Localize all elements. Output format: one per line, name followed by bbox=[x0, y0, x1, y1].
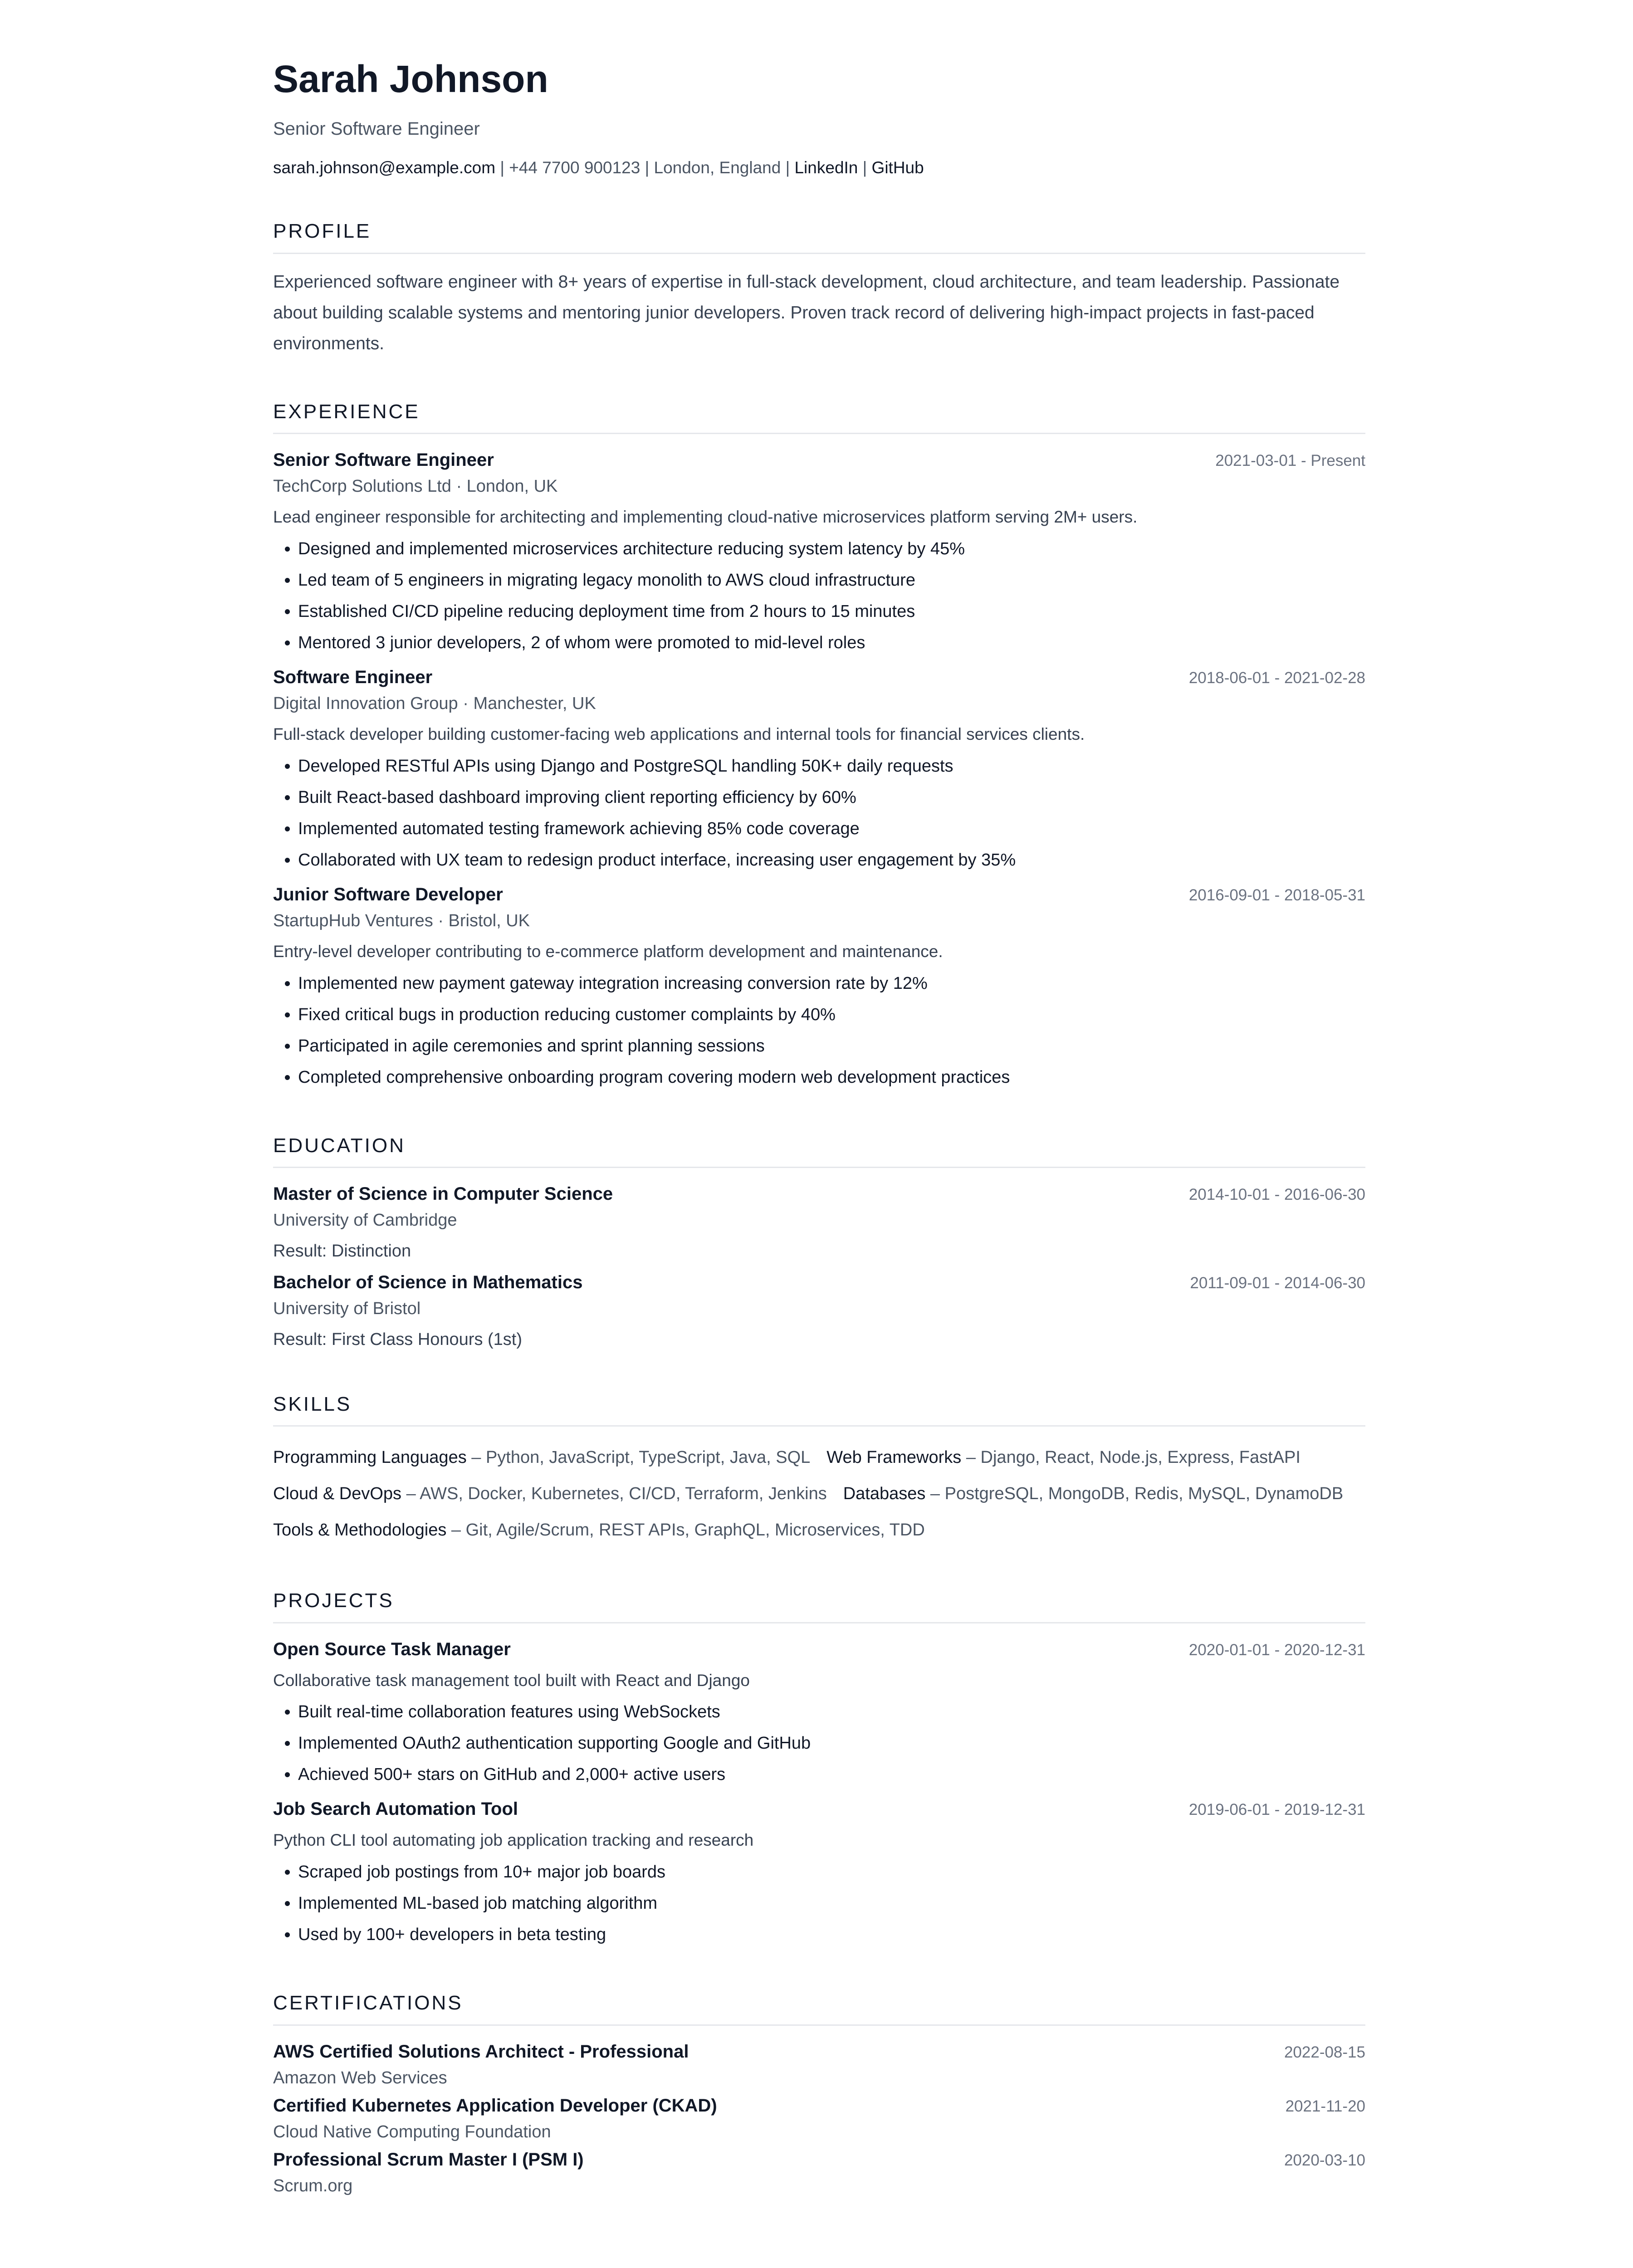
contact-separator: | bbox=[495, 158, 509, 177]
highlight-item: • Implemented ML-based job matching algorithm bbox=[298, 1888, 1365, 1919]
achievement-item: • Mentored 3 junior developers, 2 of whom were promoted to mid-level roles bbox=[298, 627, 1365, 659]
degree-title: Bachelor of Science in Mathematics bbox=[273, 1272, 583, 1292]
certification-date: 2021-11-20 bbox=[1285, 2097, 1365, 2115]
education-section bbox=[273, 1135, 1365, 1352]
skill-dash: – bbox=[961, 1448, 981, 1467]
degree-title: Master of Science in Computer Science bbox=[273, 1184, 613, 1204]
institution: University of Cambridge bbox=[273, 1211, 457, 1230]
contact-line bbox=[273, 157, 1365, 179]
skill-dash: – bbox=[446, 1520, 466, 1540]
degree-dates: 2014-10-01 - 2016-06-30 bbox=[1188, 1186, 1365, 1204]
section-heading: EXPERIENCE bbox=[273, 401, 1365, 434]
candidate-name: Sarah Johnson bbox=[273, 58, 548, 100]
achievement-item: • Implemented new payment gateway integration increasing conversion rate by 12% bbox=[298, 968, 1365, 999]
achievement-item: • Implemented automated testing framework achieving 85% code coverage bbox=[298, 813, 1365, 845]
skill-dash: – bbox=[401, 1484, 420, 1504]
skill-dash: – bbox=[925, 1484, 945, 1504]
project-highlights bbox=[273, 1696, 1365, 1790]
projects-section bbox=[273, 1590, 1365, 1950]
profile-summary: Experienced software engineer with 8+ years of expertise in full-stack development, cloud architecture, and team leadership. Passionate about building scalable systems and mentoring junior developers. Proven track record of delivering high-impact projects in fast-paced environments. bbox=[273, 272, 1340, 353]
achievement-list bbox=[273, 533, 1365, 659]
certification-date: 2020-03-10 bbox=[1284, 2151, 1365, 2169]
experience-entry bbox=[273, 447, 1365, 659]
project-description: Collaborative task management tool built with React and Django bbox=[273, 1671, 750, 1690]
achievement-item: • Collaborated with UX team to redesign product interface, increasing user engagement by 35% bbox=[298, 845, 1365, 876]
project-description: Python CLI tool automating job application tracking and research bbox=[273, 1831, 754, 1850]
achievement-item: • Participated in agile ceremonies and sprint planning sessions bbox=[298, 1031, 1365, 1062]
skills-section bbox=[273, 1393, 1365, 1548]
achievement-list bbox=[273, 968, 1365, 1093]
institution: University of Bristol bbox=[273, 1299, 421, 1318]
job-description: Lead engineer responsible for architecting and implementing cloud-native microservices platform serving 2M+ users. bbox=[273, 508, 1138, 527]
experience-section bbox=[273, 401, 1365, 1093]
project-dates: 2020-01-01 - 2020-12-31 bbox=[1188, 1641, 1365, 1659]
phone-number: +44 7700 900123 bbox=[509, 158, 640, 177]
achievement-item: • Completed comprehensive onboarding program covering modern web development practices bbox=[298, 1062, 1365, 1093]
section-heading: PROJECTS bbox=[273, 1590, 1365, 1623]
highlight-item: • Used by 100+ developers in beta testing bbox=[298, 1919, 1365, 1950]
certification-entry bbox=[273, 2038, 1365, 2091]
job-title: Software Engineer bbox=[273, 667, 433, 688]
skill-items: PostgreSQL, MongoDB, Redis, MySQL, DynamoDB bbox=[944, 1484, 1344, 1504]
highlight-item: • Scraped job postings from 10+ major job boards bbox=[298, 1857, 1365, 1888]
skill-dash: – bbox=[466, 1448, 486, 1467]
achievement-list bbox=[273, 751, 1365, 876]
job-dates: 2021-03-01 - Present bbox=[1215, 452, 1365, 470]
degree-result: Result: Distinction bbox=[273, 1242, 411, 1261]
skill-category: Tools & Methodologies bbox=[273, 1520, 447, 1540]
location: London, England bbox=[654, 158, 781, 177]
certification-entry bbox=[273, 2092, 1365, 2145]
skill-group bbox=[273, 1439, 810, 1476]
project-dates: 2019-06-01 - 2019-12-31 bbox=[1188, 1801, 1365, 1819]
certification-entry bbox=[273, 2146, 1365, 2199]
contact-separator: | bbox=[781, 158, 795, 177]
employer: StartupHub Ventures · Bristol, UK bbox=[273, 911, 530, 931]
skill-category: Cloud & DevOps bbox=[273, 1484, 402, 1504]
certification-issuer: Amazon Web Services bbox=[273, 2068, 447, 2087]
skill-items: Git, Agile/Scrum, REST APIs, GraphQL, Microservices, TDD bbox=[465, 1520, 925, 1540]
education-entry bbox=[273, 1269, 1365, 1352]
certification-title: Professional Scrum Master I (PSM I) bbox=[273, 2149, 584, 2170]
highlight-item: • Achieved 500+ stars on GitHub and 2,000+ active users bbox=[298, 1759, 1365, 1790]
project-title: Job Search Automation Tool bbox=[273, 1799, 518, 1819]
certification-issuer: Cloud Native Computing Foundation bbox=[273, 2122, 551, 2141]
certification-title: Certified Kubernetes Application Developer (CKAD) bbox=[273, 2095, 717, 2116]
skill-group bbox=[273, 1476, 827, 1512]
degree-result: Result: First Class Honours (1st) bbox=[273, 1330, 523, 1349]
project-highlights bbox=[273, 1857, 1365, 1950]
skill-group bbox=[826, 1439, 1301, 1476]
education-entry bbox=[273, 1181, 1365, 1263]
achievement-item: • Designed and implemented microservices architecture reducing system latency by 45% bbox=[298, 533, 1365, 565]
skill-items: Django, React, Node.js, Express, FastAPI bbox=[980, 1448, 1301, 1467]
section-heading: SKILLS bbox=[273, 1393, 1365, 1427]
job-description: Full-stack developer building customer-facing web applications and internal tools for financial services clients. bbox=[273, 725, 1085, 744]
skill-category: Web Frameworks bbox=[826, 1448, 962, 1467]
candidate-title: Senior Software Engineer bbox=[273, 119, 480, 139]
employer: TechCorp Solutions Ltd · London, UK bbox=[273, 477, 558, 496]
skill-group bbox=[843, 1476, 1344, 1512]
project-entry bbox=[273, 1636, 1365, 1791]
github-link[interactable]: GitHub bbox=[871, 158, 924, 177]
profile-section bbox=[273, 220, 1365, 359]
achievement-item: • Developed RESTful APIs using Django and PostgreSQL handling 50K+ daily requests bbox=[298, 751, 1365, 782]
achievement-item: • Fixed critical bugs in production reducing customer complaints by 40% bbox=[298, 999, 1365, 1031]
experience-entry bbox=[273, 664, 1365, 876]
certification-date: 2022-08-15 bbox=[1284, 2043, 1365, 2061]
email-link[interactable]: sarah.johnson@example.com bbox=[273, 158, 496, 177]
section-heading: EDUCATION bbox=[273, 1135, 1365, 1168]
achievement-item: • Led team of 5 engineers in migrating legacy monolith to AWS cloud infrastructure bbox=[298, 565, 1365, 596]
achievement-item: • Established CI/CD pipeline reducing deployment time from 2 hours to 15 minutes bbox=[298, 596, 1365, 627]
job-description: Entry-level developer contributing to e-commerce platform development and maintenance. bbox=[273, 942, 943, 961]
section-heading: PROFILE bbox=[273, 220, 1365, 254]
contact-separator: | bbox=[640, 158, 654, 177]
contact-separator: | bbox=[858, 158, 872, 177]
job-title: Junior Software Developer bbox=[273, 885, 503, 905]
employer: Digital Innovation Group · Manchester, UK bbox=[273, 694, 596, 714]
skill-group bbox=[273, 1512, 925, 1548]
skill-items: Python, JavaScript, TypeScript, Java, SQL bbox=[485, 1448, 811, 1467]
project-title: Open Source Task Manager bbox=[273, 1639, 511, 1659]
project-entry bbox=[273, 1796, 1365, 1950]
skills-list bbox=[273, 1439, 1365, 1548]
highlight-item: • Implemented OAuth2 authentication supporting Google and GitHub bbox=[298, 1728, 1365, 1759]
degree-dates: 2011-09-01 - 2014-06-30 bbox=[1190, 1274, 1365, 1292]
certifications-section bbox=[273, 1992, 1365, 2199]
skill-category: Programming Languages bbox=[273, 1448, 467, 1467]
certification-issuer: Scrum.org bbox=[273, 2176, 353, 2195]
linkedin-link[interactable]: LinkedIn bbox=[794, 158, 858, 177]
job-title: Senior Software Engineer bbox=[273, 450, 494, 470]
achievement-item: • Built React-based dashboard improving client reporting efficiency by 60% bbox=[298, 782, 1365, 813]
highlight-item: • Built real-time collaboration features using WebSockets bbox=[298, 1696, 1365, 1728]
experience-entry bbox=[273, 881, 1365, 1093]
job-dates: 2016-09-01 - 2018-05-31 bbox=[1188, 886, 1365, 904]
certification-title: AWS Certified Solutions Architect - Professional bbox=[273, 2041, 689, 2062]
skill-category: Databases bbox=[843, 1484, 926, 1504]
section-heading: CERTIFICATIONS bbox=[273, 1992, 1365, 2025]
skill-items: AWS, Docker, Kubernetes, CI/CD, Terraform, Jenkins bbox=[420, 1484, 827, 1504]
job-dates: 2018-06-01 - 2021-02-28 bbox=[1188, 669, 1365, 687]
